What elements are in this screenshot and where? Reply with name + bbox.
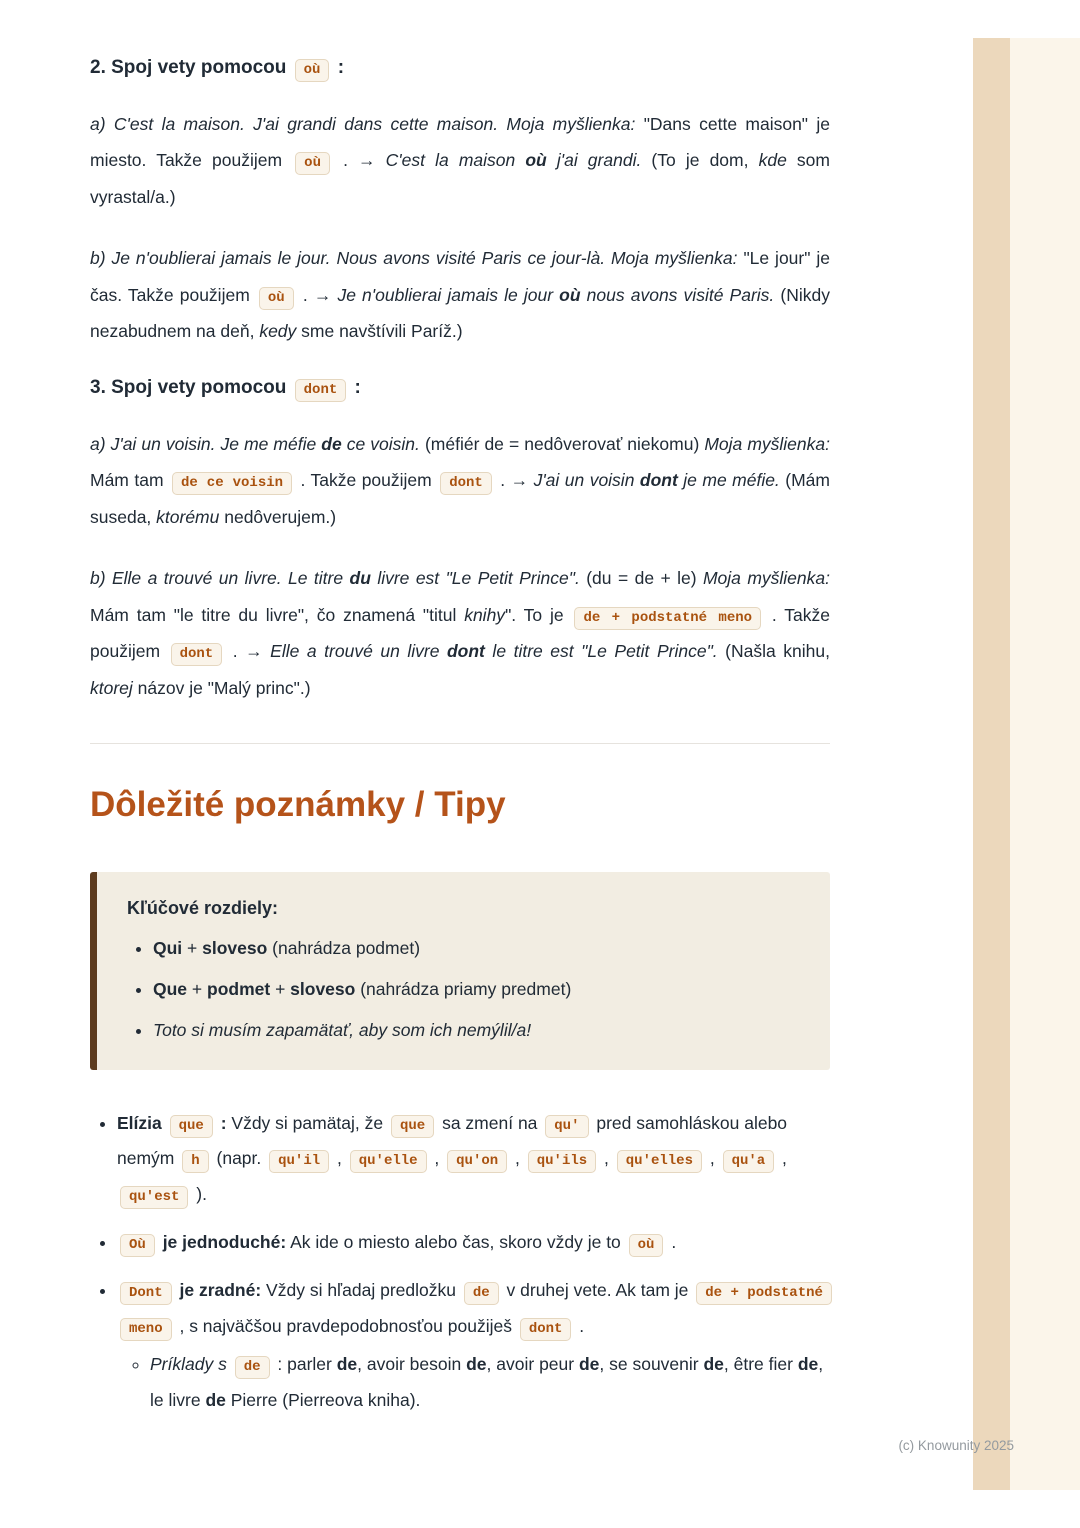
tip-item-elision-text: Elízia que : Vždy si pamätaj, že que sa zmení na qu' pred samohláskou alebo nemým h (napr. qu'il , qu'elle , qu'on , qu'ils , qu'elles , qu'a , qu'est ). bbox=[117, 1113, 787, 1205]
code-chip: qu'a bbox=[723, 1150, 775, 1173]
callout-list bbox=[127, 935, 800, 1044]
section-heading-ou: 2. Spoj vety pomocou où : bbox=[90, 54, 830, 82]
code-chip: qu'est bbox=[120, 1186, 188, 1209]
section-divider bbox=[90, 743, 830, 744]
code-chip: où bbox=[295, 152, 330, 175]
code-chip: dont bbox=[440, 472, 492, 495]
tip-item-dont-text: Dont je zradné: Vždy si hľadaj predložku de v druhej vete. Ak tam je de + podstatné meno , s najväčšou pravdepodobnosťou použiješ dont . bbox=[117, 1280, 835, 1336]
code-chip: qu'on bbox=[447, 1150, 507, 1173]
tip-item-ou-text: Où je jednoduché: Ak ide o miesto alebo čas, skoro vždy je to où . bbox=[117, 1232, 676, 1252]
code-chip: que bbox=[170, 1115, 213, 1138]
key-differences-callout bbox=[90, 872, 830, 1070]
copyright-footer: (c) Knowunity 2025 bbox=[898, 1438, 1014, 1453]
callout-item-que: • Que + podmet + sloveso (nahrádza priamy predmet) bbox=[153, 976, 800, 1002]
section-heading-dont: 3. Spoj vety pomocou dont : bbox=[90, 374, 830, 402]
code-chip: de bbox=[235, 1356, 270, 1379]
code-chip: qu' bbox=[545, 1115, 588, 1138]
example-paragraph-dont-a: a) J'ai un voisin. Je me méfie de ce voisin. (méfiér de = nedôverovať niekomu) Moja myšlienka: Mám tam de ce voisin . Takže použijem dont . → J'ai un voisin dont je me méfie. (Mám suseda, ktorému nedôverujem.) bbox=[90, 433, 830, 528]
example-paragraph-ou-a: a) C'est la maison. J'ai grandi dans cette maison. Moja myšlienka: "Dans cette maison" je miesto. Takže použijem où . → C'est la maison où j'ai grandi. (To je dom, kde som vyrastal/a.) bbox=[90, 113, 830, 208]
code-chip: dont bbox=[171, 643, 223, 666]
example-paragraph-ou-b: b) Je n'oublierai jamais le jour. Nous avons visité Paris ce jour-là. Moja myšlienka: "Le jour" je čas. Takže použijem où . → Je n'oublierai jamais le jour où nous avons visité Paris. (Nikdy nezabudnem na deň, kedy sme navštívili Paríž.) bbox=[90, 247, 831, 342]
tips-list bbox=[90, 1106, 830, 1419]
tip-item-elision bbox=[117, 1106, 830, 1214]
tips-heading: Dôležité poznámky / Tipy bbox=[90, 784, 506, 824]
code-chip: qu'il bbox=[269, 1150, 329, 1173]
code-chip: qu'elle bbox=[350, 1150, 427, 1173]
code-chip: où bbox=[295, 59, 330, 82]
callout-title: Kľúčové rozdiely: bbox=[127, 897, 278, 918]
tip-item-ou bbox=[117, 1225, 830, 1261]
code-chip: de ce voisin bbox=[172, 472, 292, 495]
code-chip: de + podstatné meno bbox=[120, 1282, 832, 1341]
code-chip: Dont bbox=[120, 1282, 172, 1305]
callout-item-qui: • Qui + sloveso (nahrádza podmet) bbox=[153, 935, 800, 961]
code-chip: où bbox=[629, 1234, 664, 1257]
code-chip: que bbox=[391, 1115, 434, 1138]
example-paragraph-dont-b: b) Elle a trouvé un livre. Le titre du livre est "Le Petit Prince". (du = de + le) Moja myšlienka: Mám tam "le titre du livre", čo znamená "titul knihy". To je de + podstatné meno . Takže použijem dont . → Elle a trouvé un livre dont le titre est "Le Petit Prince". (Našla knihu, ktorej názov je "Malý princ".) bbox=[90, 567, 830, 699]
code-chip: de bbox=[464, 1282, 499, 1305]
code-chip: h bbox=[182, 1150, 208, 1173]
code-chip: qu'ils bbox=[528, 1150, 596, 1173]
tip-sub-list bbox=[117, 1347, 830, 1419]
callout-item-note: • Toto si musím zapamätať, aby som ich nemýlil/a! bbox=[153, 1017, 800, 1043]
code-chip: dont bbox=[520, 1318, 572, 1341]
code-chip: qu'elles bbox=[617, 1150, 702, 1173]
tip-subitem-de-examples: ◦ Príklady s de : parler de, avoir besoin de, avoir peur de, se souvenir de, être fier de, le livre de Pierre (Pierreova kniha). bbox=[150, 1347, 830, 1419]
code-chip: Où bbox=[120, 1234, 155, 1257]
code-chip: dont bbox=[295, 379, 347, 402]
code-chip: de + podstatné meno bbox=[574, 607, 761, 630]
tip-item-dont bbox=[117, 1273, 830, 1419]
code-chip: où bbox=[259, 287, 294, 310]
